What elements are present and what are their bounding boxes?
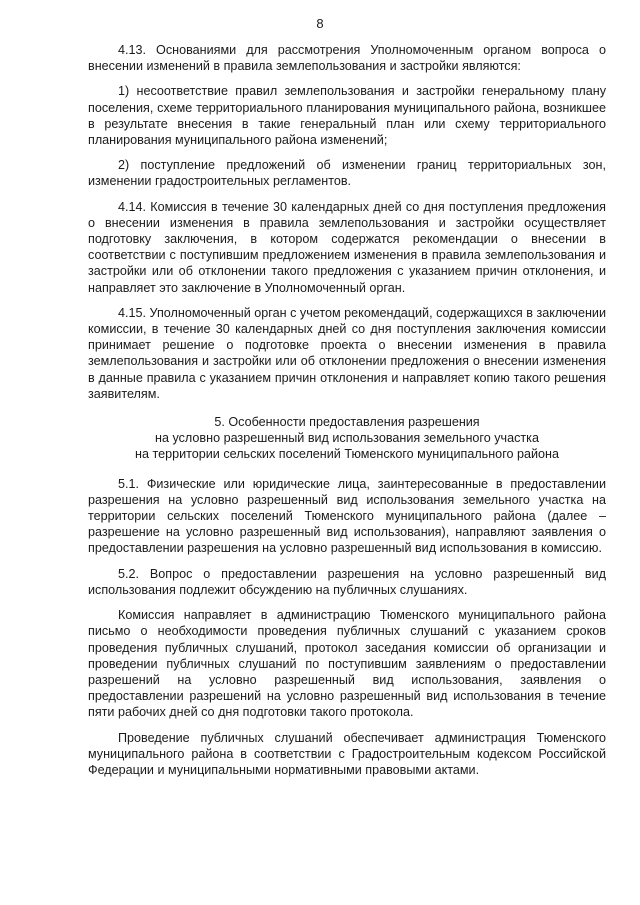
section-5-heading-line-1: 5. Особенности предоставления разрешения xyxy=(214,415,480,430)
section-5-heading-line-2: на условно разрешенный вид использования земельного участка xyxy=(155,431,539,446)
paragraph-4-13: 4.13. Основаниями для рассмотрения Уполномоченным органом вопроса о внесении изменений в правила землепользования и застройки являются: xyxy=(88,43,606,74)
paragraph-public-hearings: Проведение публичных слушаний обеспечивает администрация Тюменского муниципального района в соответствии с Градостроительным кодексом Российской Федерации и муниципальными нормативными правовыми актами. xyxy=(88,730,606,777)
paragraph-commission: Комиссия направляет в администрацию Тюменского муниципального района письмо о необходимости проведения публичных слушаний с указанием сроков проведения публичных слушаний, протокол заседания комиссии об организации и проведении публичных слушаний по поступившим заявлениям о предоставлении разрешений на условно разрешенный вид использования, заявления о предоставлении разрешений на условно разрешенный вид использования в течение пяти рабочих дней со дня подготовки такого протокола. xyxy=(88,608,606,720)
page-number: 8 xyxy=(316,16,324,31)
paragraph-4-14: 4.14. Комиссия в течение 30 календарных дней со дня поступления предложения о внесении изменения в правила землепользования и застройки осуществляет подготовку заключения, в котором содержатся рекомендации о внесении в соответствии с поступившим предложением изменения в правила землепользования и застройки или об отклонении такого предложения с указанием причин отклонения, и направляет это заключение в Уполномоченный орган. xyxy=(88,199,606,295)
paragraph-5-1: 5.1. Физические или юридические лица, заинтересованные в предоставлении разрешения на условно разрешенный вид использования земельного участка на территории сельских поселений Тюменского муниципального района (далее – разрешение на условно разрешенный вид использования), направляют заявления о предоставлении разрешения на условно разрешенный вид использования в комиссию. xyxy=(88,476,606,556)
section-5-heading xyxy=(88,414,606,463)
paragraph-4-15: 4.15. Уполномоченный орган с учетом рекомендаций, содержащихся в заключении комиссии, в течение 30 календарных дней со дня поступления заключения комиссии принимает решение о подготовке проекта о внесении изменения в правила землепользования и застройки или об отклонении предложения о внесении изменения в данные правила с указанием причин отклонения и направляет копию такого решения заявителям. xyxy=(88,305,606,401)
list-item-2: 2) поступление предложений об изменении границ территориальных зон, изменении градостроительных регламентов. xyxy=(88,158,606,189)
document-body xyxy=(88,42,606,787)
list-item-1: 1) несоответствие правил землепользования и застройки генеральному плану поселения, схеме территориального планирования муниципального района, возникшее в результате внесения в такие генеральный план или схему территориального планирования муниципального района изменений; xyxy=(88,84,606,148)
paragraph-5-2: 5.2. Вопрос о предоставлении разрешения на условно разрешенный вид использования подлежит обсуждению на публичных слушаниях. xyxy=(88,566,606,597)
section-5-heading-line-3: на территории сельских поселений Тюменского муниципального района xyxy=(134,447,560,462)
